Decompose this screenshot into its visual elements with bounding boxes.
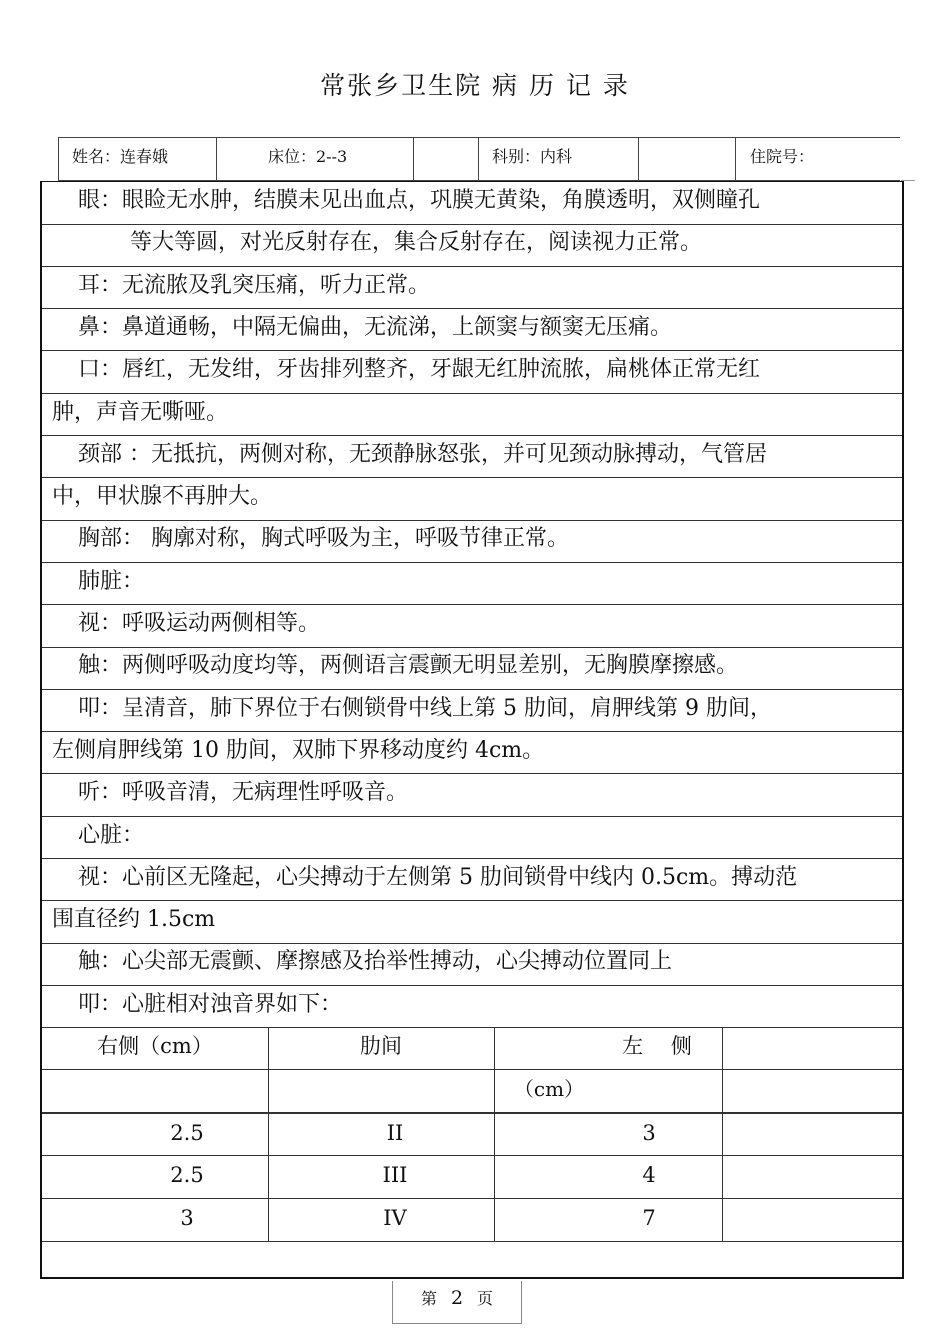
header-divider [216,138,217,180]
cell-left: 7 [642,1206,656,1230]
table-row [42,1199,902,1242]
cell-right: 2.5 [170,1163,204,1187]
record-line: 肺脏： [42,563,902,606]
record-line: 中，甲状腺不再肿大。 [42,478,902,521]
table-row [42,1156,902,1199]
record-line: 叩：心脏相对浊音界如下： [42,986,902,1029]
cell-intercostal: III [382,1163,408,1187]
header-left-side: 左 侧 [622,1034,692,1058]
cell-intercostal: IV [383,1206,407,1230]
record-line: 等大等圆，对光反射存在，集合反射存在，阅读视力正常。 [42,224,902,267]
page-title: 常张乡卫生院 病 历 记 录 [320,71,630,100]
patient-header [58,137,900,181]
record-line: 胸部： 胸廓对称，胸式呼吸为主，呼吸节律正常。 [42,520,902,563]
patient-name: 姓名：连春娥 [72,147,169,166]
record-line: 颈部 ：无抵抗，两侧对称，无颈静脉怒张，并可见颈动脉搏动，气管居 [42,436,902,479]
header-divider [413,138,414,180]
page-prefix: 第 [420,1289,437,1308]
record-line: 视：心前区无隆起，心尖搏动于左侧第 5 肋间锁骨中线内 0.5cm。搏动范 [42,859,902,902]
header-intercostal: 肋间 [360,1034,402,1058]
record-line: 眼：眼睑无水肿，结膜未见出血点，巩膜无黄染，角膜透明，双侧瞳孔 [42,182,902,225]
header-divider [638,138,639,180]
record-line: 听：呼吸音清，无病理性呼吸音。 [42,774,902,817]
page-number: 2 [450,1287,464,1309]
record-line: 肿，声音无嘶哑。 [42,394,902,437]
table-divider [268,1027,269,1242]
cell-right: 2.5 [170,1121,204,1145]
header-left-unit: （cm） [513,1077,585,1101]
record-line: 触：两侧呼吸动度均等，两侧语言震颤无明显差别，无胸膜摩擦感。 [42,647,902,690]
record-line: 视：呼吸运动两侧相等。 [42,605,902,648]
record-line: 心脏： [42,817,902,860]
department: 科别：内科 [492,147,573,166]
table-row [42,1113,902,1156]
record-line: 触：心尖部无震颤、摩擦感及抬举性搏动，心尖搏动位置同上 [42,943,902,986]
admission-number: 住院号： [750,147,815,166]
header-divider [478,138,479,180]
record-line: 耳：无流脓及乳突压痛，听力正常。 [42,267,902,310]
record-line: 围直径约 1.5cm [42,901,902,944]
page-footer [392,1281,522,1324]
table-divider [722,1027,723,1242]
cell-left: 4 [642,1163,656,1187]
table-divider [494,1027,495,1242]
header-divider [58,138,59,180]
bed-number: 床位：2--3 [268,147,348,166]
record-line: 叩：呈清音，肺下界位于右侧锁骨中线上第 5 肋间，肩胛线第 9 肋间， [42,690,902,733]
cell-left: 3 [642,1121,656,1145]
cell-intercostal: II [386,1121,404,1145]
cell-right: 3 [180,1206,194,1230]
header-right-side: 右侧（cm） [97,1034,213,1058]
header-divider [735,138,736,180]
table-header-row [42,1070,902,1113]
record-frame [40,181,904,1279]
record-line: 口：唇红，无发绀，牙齿排列整齐，牙龈无红肿流脓，扁桃体正常无红 [42,351,902,394]
record-line: 鼻：鼻道通畅，中隔无偏曲，无流涕，上颌窦与额窦无压痛。 [42,309,902,352]
table-header-row [42,1027,902,1070]
record-line: 左侧肩胛线第 10 肋间，双肺下界移动度约 4cm。 [42,732,902,775]
page-suffix: 页 [477,1289,494,1308]
